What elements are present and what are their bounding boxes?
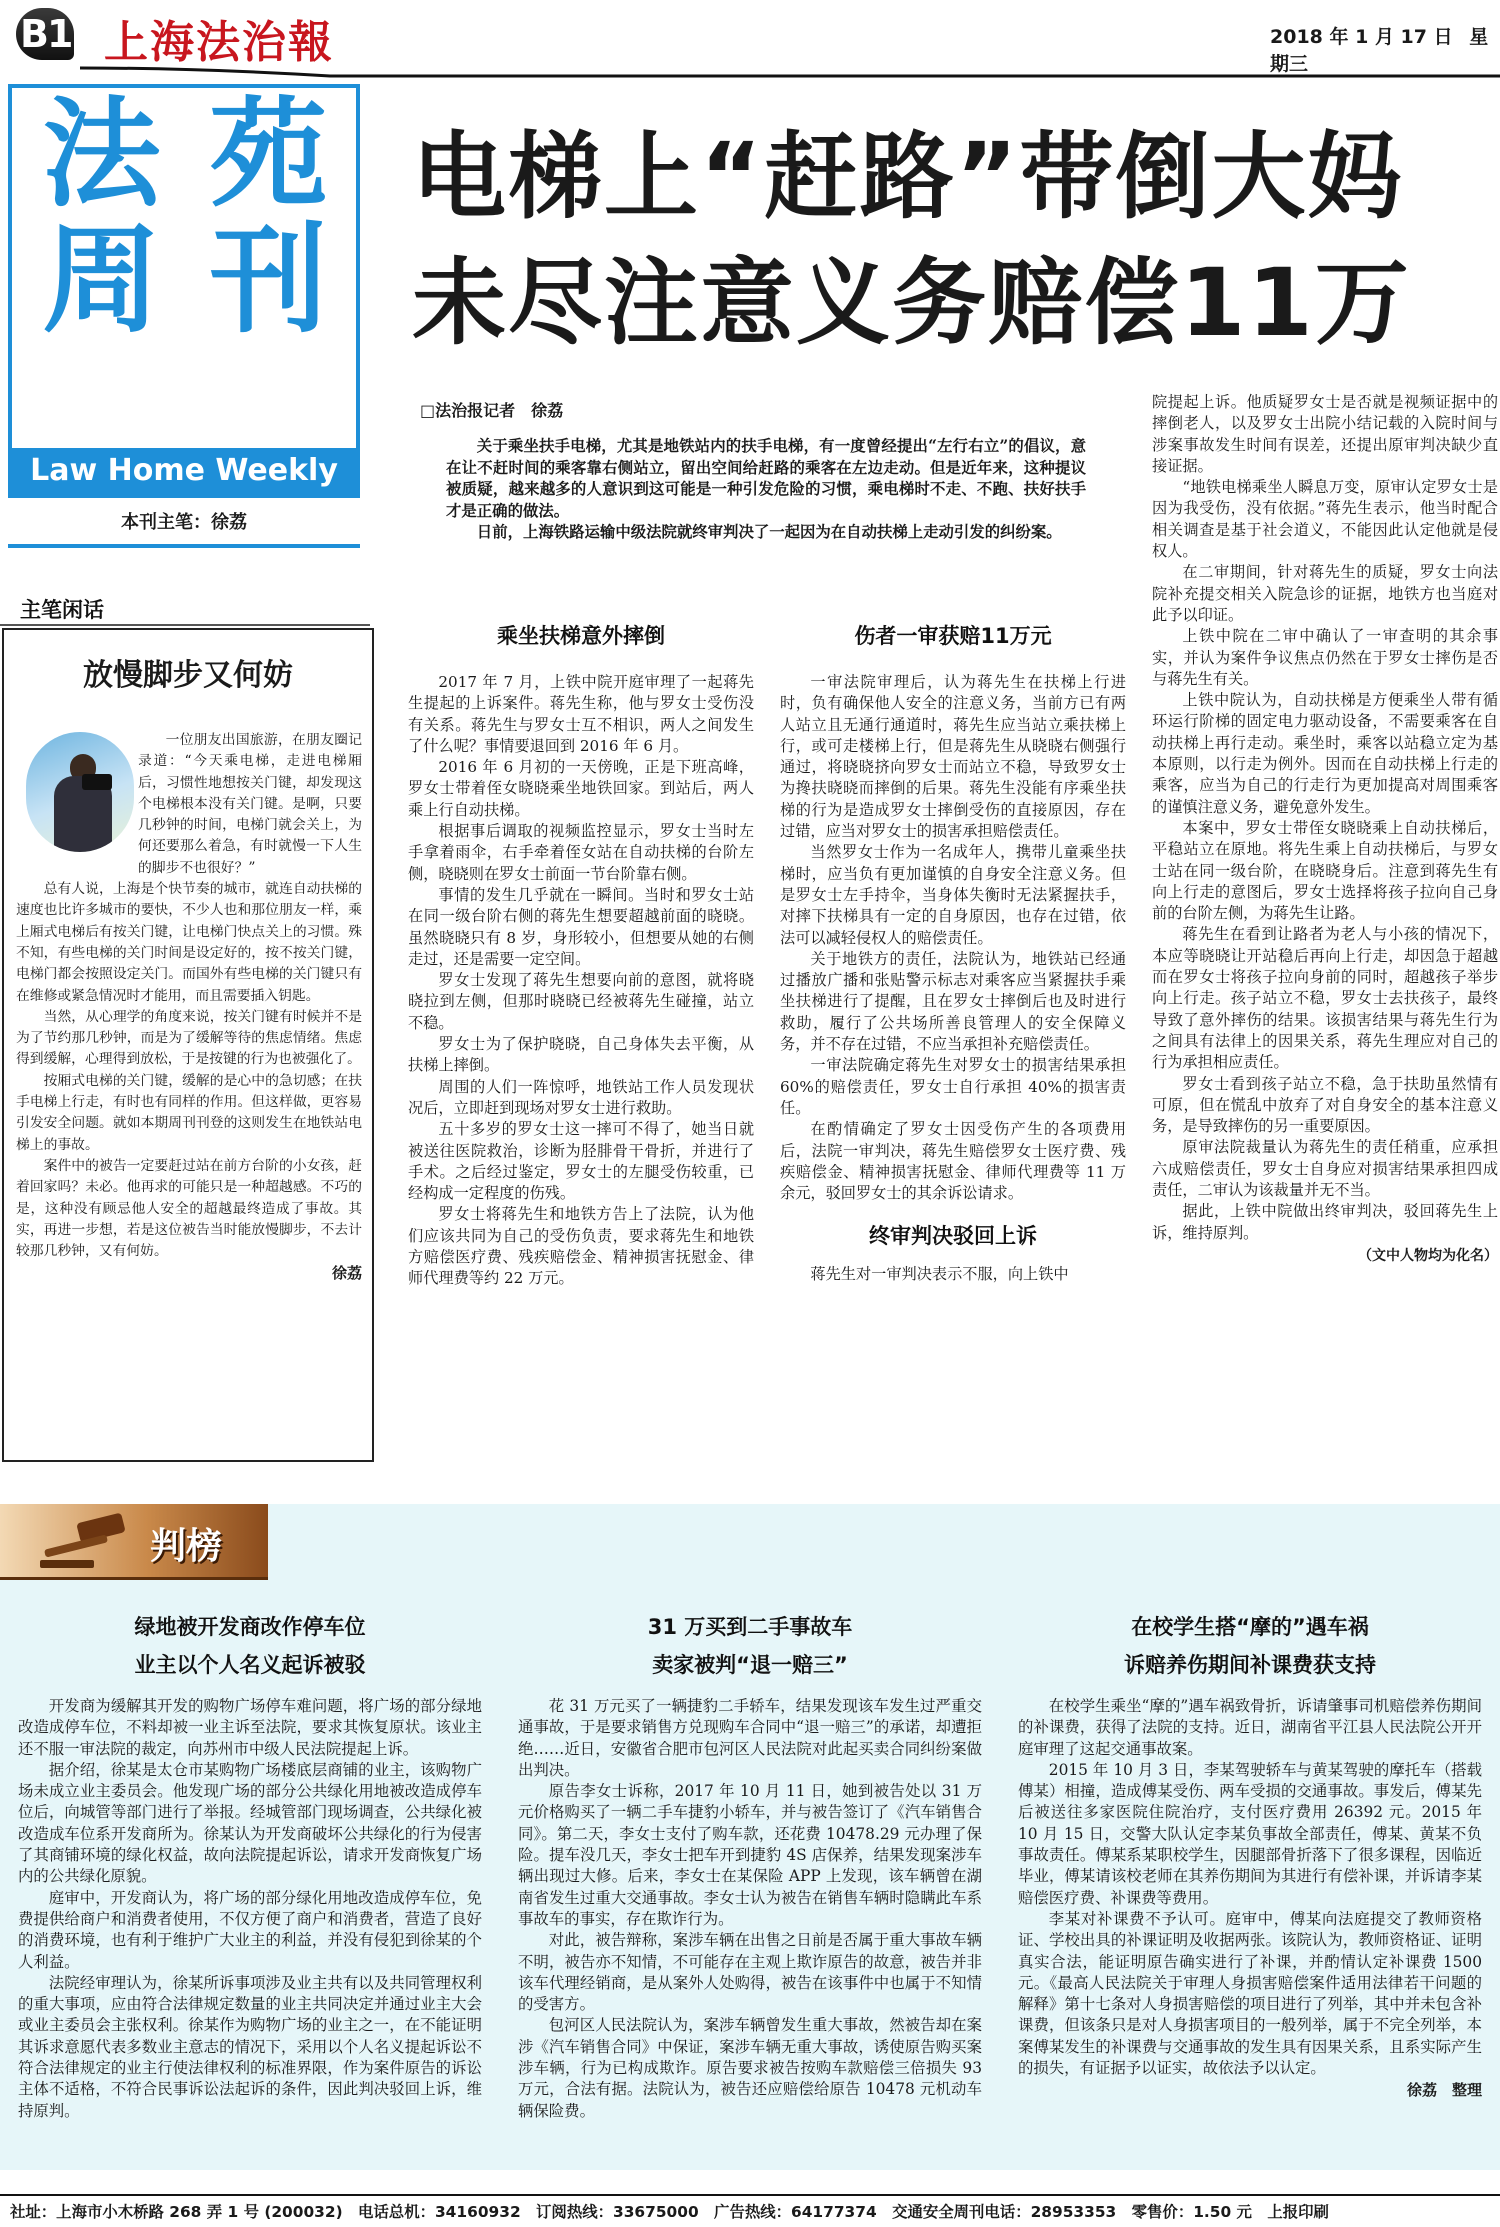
case-paragraph: 据介绍，徐某是太仓市某购物广场楼底层商铺的业主，该购物广场未成立业主委员会。他发现广场的部分公共绿化用地被改造成停车位后，向城管等部门进行了举报。经城管部门现场调查，公共绿化被改造成车位系开发商所为。徐某认为开发商破坏公共绿化的行为侵害了其商铺环境的绿化权益，故向法院提起诉讼，请求开发商恢复广场内的公共绿化原貌。 [18,1760,482,1886]
case-title: 31 万买到二手事故车 [647,1615,853,1639]
article-paragraph: 罗女士为了保护晓晓，自己身体失去平衡，从扶梯上摔倒。 [408,1035,754,1075]
subheading: 乘坐扶梯意外摔倒 [497,624,665,648]
headline-line1: 电梯上“赶路”带倒大妈 [412,123,1404,232]
brand-divider [8,544,360,548]
column-brand [8,84,360,498]
editorial-label-rule [0,624,370,626]
case-3 [1018,1608,1482,2101]
byline: □法治报记者 徐荔 [420,401,564,420]
article-paragraph: 一审法院审理后，认为蒋先生在扶梯上行进时，负有确保他人安全的注意义务，当前方已有两人站立且无通行通道时，蒋先生应当站立乘扶梯上行，或可走楼梯上行，但是蒋先生从晓晓右侧强行通过，将晓晓挤向罗女士而站立不稳，导致罗女士为搀扶晓晓而摔倒的后果。蒋先生没能有序乘坐扶梯的行为是造成罗女士摔倒受伤的直接原因，存在过错，应当对罗女士的损害承担赔偿责任。 [780,673,1126,841]
case-2 [518,1608,982,2122]
brand-title-line1: 法 苑 [42,85,332,223]
editorial-box [2,628,374,1462]
lead [446,436,1086,544]
case-author: 徐荔 整理 [1406,2081,1482,2100]
article-paragraph: 院提起上诉。他质疑罗女士是否就是视频证据中的摔倒老人，以及罗女士出院小结记载的入院时间与涉案事故发生时间有误差，还提出原审判决缺少直接证据。 [1152,393,1498,475]
case-paragraph: 原告李女士诉称，2017 年 10 月 11 日，她到被告处以 31 万元价格购买了一辆二手车捷豹小轿车，并与被告签订了《汽车销售合同》。第二天，李女士支付了购车款，还花费 10478.29 元办理了保险。提车没几天，李女士把车开到捷豹 4S 店保养，结果发现案涉车辆出现过大修。后来，李女士在某保险 APP 上发现，该车辆曾在湖南省发生过重大交通事故。李女士认为被告在销售车辆时隐瞒此车系事故车的事实，存在欺诈行为。 [518,1782,982,1928]
issue-date: 2018 年 1 月 17 日 星期三 [1270,26,1489,75]
case-paragraph: 对此，被告辩称，案涉车辆在出售之日前是否属于重大事故车辆不明，被告亦不知情，不可能存在主观上欺诈原告的故意，被告并非该车代理经销商，是从案外人处购得，被告在该事件中也属于不知情的受害方。 [518,1931,982,2014]
lead-paragraph: 关于乘坐扶手电梯，尤其是地铁站内的扶手电梯，有一度曾经提出“左行右立”的倡议，意在让不赶时间的乘客靠右侧站立，留出空间给赶路的乘客在左边走动。但是近年来，这种提议被质疑，越来越多的人意识到这可能是一种引发危险的习惯，乘电梯时不走、不跑、扶好扶手才是正确的做法。 [446,437,1086,520]
case-title: 绿地被开发商改作停车位 [134,1615,366,1639]
article-paragraph: 一审法院确定蒋先生对罗女士的损害结果承担 60%的赔偿责任，罗女士自行承担 40%的损害责任。 [780,1056,1126,1117]
article-paragraph: 上铁中院在二审中确认了一审查明的其余事实，并认为案件争议焦点仍然在于罗女士摔伤是否与蒋先生有关。 [1152,627,1498,688]
article-col3 [1152,392,1498,1268]
article-paragraph: 在酌情确定了罗女士因受伤产生的各项费用后，法院一审判决，蒋先生赔偿罗女士医疗费、残疾赔偿金、精神损害抚慰金、律师代理费等 11 万余元，驳回罗女士的其余诉讼请求。 [780,1120,1126,1203]
article-paragraph: 原审法院裁量认为蒋先生的责任稍重，应承担六成赔偿责任，罗女士自身应对损害结果承担四成责任，二审认为该裁量并无不当。 [1152,1138,1498,1199]
case-paragraph: 花 31 万元买了一辆捷豹二手轿车，结果发现该车发生过严重交通事故，于是要求销售方兑现购车合同中“退一赔三”的承诺，却遭拒绝……近日，安徽省合肥市包河区人民法院对此起买卖合同纠纷案做出判决。 [518,1697,982,1779]
editorial-paragraph: 总有人说，上海是个快节奏的城市，就连自动扶梯的速度也比许多城市的要快，不少人也和那位朋友一样，乘上厢式电梯后有按关门键，让电梯门快点关上的习惯。殊不知，有些电梯的关门时间是设定好的，按不按关门键，电梯门都会按照设定关门。而国外有些电梯的关门键只有在维修或紧急情况时才能用，而且需要插入钥匙。 [16,881,362,1004]
editorial-label: 主笔闲话 [20,598,104,622]
gavel-icon [40,1512,140,1572]
case-paragraph: 法院经审理认为，徐某所诉事项涉及业主共有以及共同管理权利的重大事项，应由符合法律规定数量的业主共同决定并通过业主大会或业主委员会主张权利。徐某作为购物广场的业主之一，在不能证明其诉求意愿代表多数业主意志的情况下，采用以个人名义提起诉讼不符合法律规定的业主行使法律权利的标准界限，作为案件原告的诉讼主体不适格，不符合民事诉讼法起诉的条件，因此判决驳回上诉，维持原判。 [18,1973,482,2120]
paper-name: 上海法治報 [104,17,334,68]
editorial-author: 徐荔 [331,1264,362,1283]
article-paragraph: 周围的人们一阵惊呼，地铁站工作人员发现状况后，立即赶到现场对罗女士进行救助。 [408,1077,754,1117]
case-1 [18,1608,482,2122]
editorial-paragraph: 一位朋友出国旅游，在朋友圈记录道：“今天乘电梯，走进电梯厢后，习惯性地想按关门键，却发现这个电梯根本没有关门键。是啊，只要几秒钟的时间，电梯门就会关上，为何还要那么着急，有时就慢一下人生的脚步不也很好？” [138,732,362,876]
subheading: 伤者一审获赔11万元 [854,624,1052,648]
article-paragraph: “地铁电梯乘坐人瞬息万变，原审认定罗女士是因为我受伤，没有依据。”蒋先生表示，他当时配合相关调查是基于社会道义，不能因此认定他就是侵权人。 [1152,478,1498,561]
article-paragraph: 根据事后调取的视频监控显示，罗女士当时左手拿着雨伞，右手牵着侄女站在自动扶梯的台阶左侧，晓晓则在罗女士前面一节台阶靠右侧。 [408,822,754,883]
case-paragraph: 庭审中，开发商认为，将广场的部分绿化用地改造成停车位，免费提供给商户和消费者使用，不仅方便了商户和消费者，营造了良好的消费环境，也有利于维护广大业主的利益，并没有侵犯到徐某的个人利益。 [18,1888,482,1971]
masthead [0,0,1500,80]
footer: 社址：上海市小木桥路 268 弄 1 号 (200032) 电话总机：34160932 订阅热线：33675000 广告热线：64177374 交通安全周刊电话：28953353 零售价：1.50 元 上报印刷 [10,2203,1329,2221]
article-paragraph: 罗女士将蒋先生和地铁方告上了法院，认为他们应该共同为自己的受伤负责，要求蒋先生和地铁方赔偿医疗费、残疾赔偿金、精神损害抚慰金、律师代理费等约 22 万元。 [408,1205,754,1288]
editorial-paragraph: 案件中的被告一定要赶过站在前方台阶的小女孩，赶着回家吗？未必。他再求的可能只是一种超越感。不巧的是，这种没有顾忌他人安全的超越最终造成了事故。其实，再进一步想，若是这位被告当时能放慢脚步，不去计较那几秒钟，又有何妨。 [16,1157,362,1260]
article-col1 [408,620,754,1290]
article-paragraph: 据此，上铁中院做出终审判决，驳回蒋先生上诉，维持原判。 [1152,1202,1498,1242]
article-paragraph: 事情的发生几乎就在一瞬间。当时和罗女士站在同一级台阶右侧的蒋先生想要超越前面的晓晓。虽然晓晓只有 8 岁，身形较小，但想要从她的右侧走过，还是需要一定空间。 [408,885,754,968]
editorial-title: 放慢脚步又何妨 [83,658,293,693]
case-subtitle: 业主以个人名义起诉被驳 [134,1653,366,1677]
article-paragraph: 2016 年 6 月初的一天傍晚，正是下班高峰，罗女士带着侄女晓晓乘坐地铁回家。到站后，两人乘上行自动扶梯。 [408,758,754,819]
lead-paragraph: 日前，上海铁路运输中级法院就终审判决了一起因为在自动扶梯上走动引发的纠纷案。 [476,523,1062,541]
article-paragraph: 在二审期间，针对蒋先生的质疑，罗女士向法院补充提交相关入院急诊的证据，地铁方也当庭对此予以印证。 [1152,563,1498,624]
article-paragraph: 蒋先生在看到让路者为老人与小孩的情况下，本应等晓晓让开站稳后再向上行走，却因急于超越而在罗女士将孩子拉向身前的同时，超越孩子举步向上行走。孩子站立不稳，罗女士去扶孩子，最终导致了意外摔伤的结果。该损害结果与蒋先生行为之间具有法律上的因果关系，蒋先生理应对自己的行为承担相应责任。 [1152,925,1498,1072]
subheading: 终审判决驳回上诉 [869,1224,1037,1249]
editorial-paragraph: 当然，从心理学的角度来说，按关门键有时候并不是为了节约那几秒钟，而是为了缓解等待的焦虑情绪。焦虑得到缓解，心理得到放松，于是按键的行为也被强化了。 [16,1008,362,1068]
case-paragraph: 开发商为缓解其开发的购物广场停车难问题，将广场的部分绿地改造成停车位，不料却被一业主诉至法院，要求其恢复原状。该业主还不服一审法院的裁定，向苏州市中级人民法院提起上诉。 [18,1697,482,1758]
article-paragraph: 五十多岁的罗女士这一摔可不得了，她当日就被送往医院救治，诊断为胫腓骨干骨折，并进行了手术。之后经过鉴定，罗女士的左腿受伤较重，已经构成一定程度的伤残。 [408,1120,754,1203]
article-col2 [780,620,1126,1286]
case-title: 在校学生搭“摩的”遇车祸 [1131,1615,1369,1639]
page-label: B1 [16,8,74,60]
brand-english: Law Home Weekly [12,448,356,494]
article-paragraph: 上铁中院认为，自动扶梯是方便乘坐人带有循环运行阶梯的固定电力驱动设备，不需要乘客在自动扶梯上再行走动。乘坐时，乘客以站稳立定为基本原则，以行走为例外。因而在自动扶梯上行走的乘客，应当为自己的行走行为更加提高对周围乘客的谨慎注意义务，避免意外发生。 [1152,691,1498,816]
case-paragraph: 在校学生乘坐“摩的”遇车祸致骨折，诉请肇事司机赔偿养伤期间的补课费，获得了法院的支持。近日，湖南省平江县人民法院公开开庭审理了这起交通事故案。 [1018,1697,1482,1758]
brand-title-line2: 周 刊 [42,211,332,349]
panbang-label: 判榜 [0,1504,268,1580]
case-subtitle: 卖家被判“退一赔三” [652,1653,848,1677]
editorial-paragraph: 按厢式电梯的关门键，缓解的是心中的急切感；在扶手电梯上行走，有时也有同样的作用。但这样做，更容易引发安全问题。就如本期周刊刊登的这则发生在地铁站电梯上的事故。 [16,1072,362,1153]
article-paragraph: 2017 年 7 月，上铁中院开庭审理了一起蒋先生提起的上诉案件。蒋先生称，他与罗女士受伤没有关系。蒋先生与罗女士互不相识，两人之间发生了什么呢？事情要退回到 2016 年 6 月。 [408,673,754,755]
article-paragraph: 蒋先生对一审判决表示不服，向上铁中 [810,1265,1069,1284]
editorial-body [16,730,362,1283]
article-note: （文中人物均为化名） [1358,1247,1498,1264]
case-paragraph: 包河区人民法院认为，案涉车辆曾发生重大事故，然被告却在案涉《汽车销售合同》中保证，案涉车辆无重大事故，诱使原告购买案涉车辆，行为已构成欺诈。原告要求被告按购车款赔偿三倍损失 93 万元，合法有据。法院认为，被告还应赔偿给原告 10478 元机动车辆保险费。 [518,2016,982,2120]
article-paragraph: 关于地铁方的责任，法院认为，地铁站已经通过播放广播和张贴警示标志对乘客应当紧握扶手乘坐扶梯进行了提醒，且在罗女士摔倒后也及时进行救助，履行了公共场所善良管理人的安全保障义务，并不存在过错，不应当承担补充赔偿责任。 [780,949,1126,1054]
article-paragraph: 当然罗女士作为一名成年人，携带儿童乘坐扶梯时，应当负有更加谨慎的自身安全注意义务。但是罗女士左手持伞，当身体失衡时无法紧握扶手，对摔下扶梯具有一定的自身原因，也存在过错，依法可以减轻侵权人的赔偿责任。 [780,843,1126,947]
case-subtitle: 诉赔养伤期间补课费获支持 [1124,1653,1376,1677]
article-paragraph: 罗女士发现了蒋先生想要向前的意图，就将晓晓拉到左侧，但那时晓晓已经被蒋先生碰撞，站立不稳。 [408,971,754,1032]
footer-rule [0,2194,1500,2196]
headline-line2: 未尽注意义务赔偿11万 [412,249,1411,358]
column-editor: 本刊主笔：徐荔 [121,512,247,533]
article-paragraph: 罗女士看到孩子站立不稳，急于扶助虽然情有可原，但在慌乱中放弃了对自身安全的基本注意义务，是导致摔伤的另一重要原因。 [1152,1074,1498,1136]
article-paragraph: 本案中，罗女士带侄女晓晓乘上自动扶梯后，平稳站立在原地。将先生乘上自动扶梯后，与罗女士站在同一级台阶，在晓晓身后。注意到蒋先生有向上行走的意图后，罗女士选择将孩子拉向自己身前的台阶左侧，为蒋先生让路。 [1152,818,1498,923]
case-paragraph: 李某对补课费不予认可。庭审中，傅某向法庭提交了教师资格证、学校出具的补课证明及收据两张。该院认为，教师资格证、证明真实合法，能证明原告确实进行了补课，并酌情认定补课费 1500 元。《最高人民法院关于审理人身损害赔偿案件适用法律若干问题的解释》第十七条对人身损害赔偿的项目进行了列举，其中并未包含补课费，但该条只是对人身损害项目的一般列举，属于不完全列举，本案傅某发生的补课费与交通事故的发生具有因果关系，且系实际产生的损失，有证据予以证实，故依法予以认定。 [1018,1909,1482,2078]
case-paragraph: 2015 年 10 月 3 日，李某驾驶轿车与黄某驾驶的摩托车（搭载傅某）相撞，造成傅某受伤、两车受损的交通事故。事发后，傅某先后被送往多家医院住院治疗，支付医疗费用 26392 元。2015 年 10 月 15 日，交警大队认定李某负事故全部责任，傅某、黄某不负事故责任。傅某系某职校学生，因腿部骨折落下了很多课程，因临近毕业，傅某请该校老师在其养伤期间为其进行有偿补课，并诉请李某赔偿医疗费、补课费等费用。 [1018,1760,1482,1907]
